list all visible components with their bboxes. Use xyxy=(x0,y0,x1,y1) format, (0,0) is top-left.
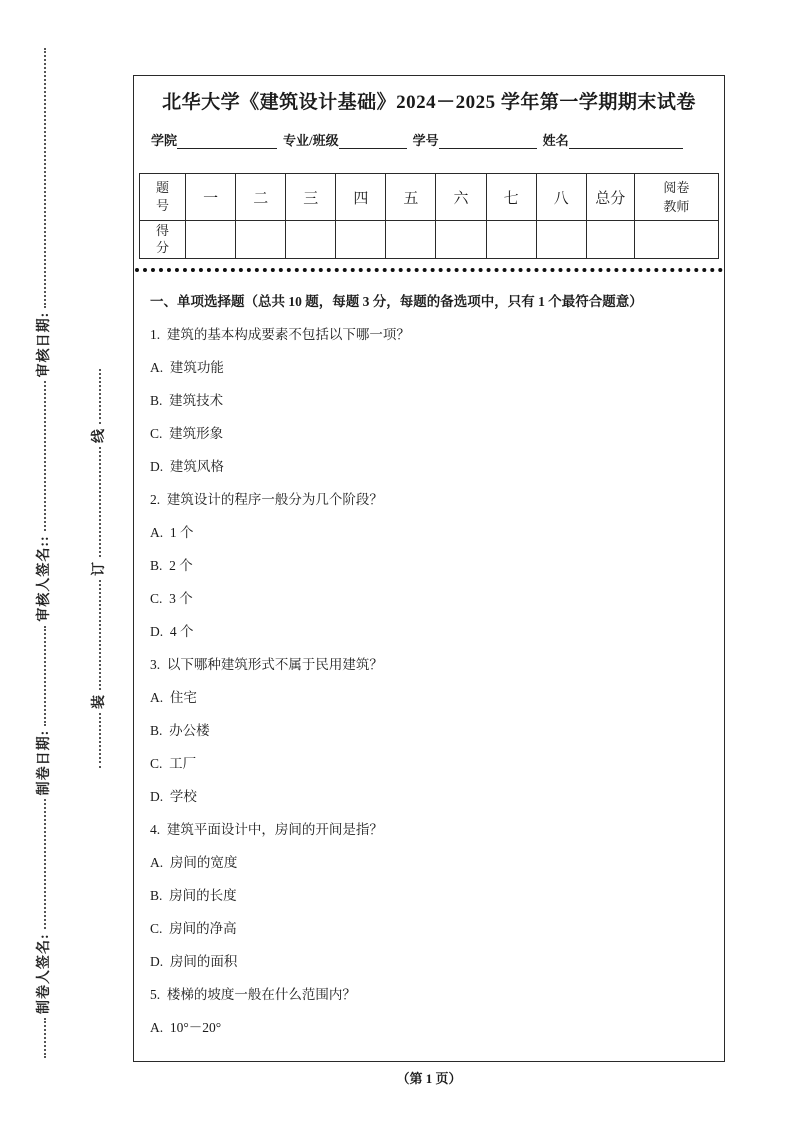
column-header: 七 xyxy=(486,174,536,221)
college-blank xyxy=(177,135,277,149)
question-list xyxy=(150,318,716,1044)
question-option: A. 房间的宽度 xyxy=(150,855,238,870)
section-heading: 一、单项选择题（总共 10 题，每题 3 分，每题的备选项中，只有 1 个最符合题意） xyxy=(150,294,643,309)
score-table xyxy=(139,173,719,259)
column-header: 总分 xyxy=(586,174,634,221)
student-id-blank xyxy=(439,135,537,149)
score-corner-cell: 得分 xyxy=(140,221,186,259)
question-stem: 4. 建筑平面设计中，房间的开间是指？ xyxy=(150,822,383,837)
grader-header-cell: 阅卷教师 xyxy=(634,174,718,221)
exam-paper-box xyxy=(133,75,725,1062)
question-option: B. 建筑技术 xyxy=(150,393,224,408)
binding-char-zhuang: 装 xyxy=(92,694,107,709)
dotted-rule xyxy=(99,713,101,768)
score-cell xyxy=(286,221,336,259)
score-cell xyxy=(236,221,286,259)
major-class-label: 专业/班级 xyxy=(283,133,339,148)
question-option: A. 10°－20° xyxy=(150,1020,222,1035)
score-table-header-row xyxy=(140,174,719,221)
question-option: D. 4 个 xyxy=(150,624,194,639)
question-stem: 2. 建筑设计的程序一般分为几个阶段？ xyxy=(150,492,383,507)
dotted-rule xyxy=(44,799,46,929)
score-cell xyxy=(386,221,436,259)
dotted-rule xyxy=(99,447,101,557)
score-cell xyxy=(634,221,718,259)
dotted-rule xyxy=(99,580,101,690)
dotted-rule xyxy=(99,369,101,424)
page-title: 北华大学《建筑设计基础》2024－2025 学年第一学期期末试卷 xyxy=(162,92,696,113)
score-cell xyxy=(186,221,236,259)
column-header: 二 xyxy=(236,174,286,221)
question-stem: 5. 楼梯的坡度一般在什么范围内？ xyxy=(150,987,356,1002)
column-header: 一 xyxy=(186,174,236,221)
column-header: 八 xyxy=(536,174,586,221)
question-option: D. 房间的面积 xyxy=(150,954,238,969)
binding-char-ding: 订 xyxy=(92,561,107,576)
paper-maker-signature-label: 制卷人签名: xyxy=(37,933,52,1014)
reviewer-signature-label: 审核人签名:: xyxy=(37,535,52,622)
question-stem: 3. 以下哪种建筑形式不属于民用建筑？ xyxy=(150,657,383,672)
name-blank xyxy=(569,135,683,149)
binding-char-xian: 线 xyxy=(92,428,107,443)
question-option: C. 建筑形象 xyxy=(150,426,224,441)
column-header: 三 xyxy=(286,174,336,221)
score-cell xyxy=(586,221,634,259)
dotted-separator xyxy=(135,268,723,272)
review-date-label: 审核日期: xyxy=(37,311,52,378)
student-info-line xyxy=(151,130,718,149)
score-cell xyxy=(336,221,386,259)
score-cell xyxy=(486,221,536,259)
question-option: A. 建筑功能 xyxy=(150,360,224,375)
dotted-rule xyxy=(44,48,46,308)
question-option: D. 建筑风格 xyxy=(150,459,224,474)
score-cell xyxy=(436,221,486,259)
question-option: C. 3 个 xyxy=(150,591,193,606)
column-header: 四 xyxy=(336,174,386,221)
college-label: 学院 xyxy=(151,133,178,148)
page-number: （第 1 页） xyxy=(396,1071,462,1086)
question-option: A. 住宅 xyxy=(150,690,197,705)
question-number-corner-cell: 题号 xyxy=(140,174,186,221)
major-class-blank xyxy=(339,135,407,149)
question-option: D. 学校 xyxy=(150,789,197,804)
dotted-rule xyxy=(44,626,46,726)
paper-make-date-label: 制卷日期: xyxy=(37,729,52,796)
student-id-label: 学号 xyxy=(412,133,439,148)
score-cell xyxy=(536,221,586,259)
score-table-score-row xyxy=(140,221,719,259)
dotted-rule xyxy=(44,381,46,531)
question-option: B. 房间的长度 xyxy=(150,888,237,903)
column-header: 六 xyxy=(436,174,486,221)
question-option: C. 工厂 xyxy=(150,756,197,771)
binding-line xyxy=(88,365,108,772)
dotted-rule xyxy=(44,1018,46,1058)
column-header: 五 xyxy=(386,174,436,221)
signature-column xyxy=(33,44,53,1062)
question-option: A. 1 个 xyxy=(150,525,194,540)
question-option: B. 2 个 xyxy=(150,558,193,573)
question-stem: 1. 建筑的基本构成要素不包括以下哪一项？ xyxy=(150,327,410,342)
question-option: C. 房间的净高 xyxy=(150,921,237,936)
name-label: 姓名 xyxy=(542,133,569,148)
question-option: B. 办公楼 xyxy=(150,723,210,738)
